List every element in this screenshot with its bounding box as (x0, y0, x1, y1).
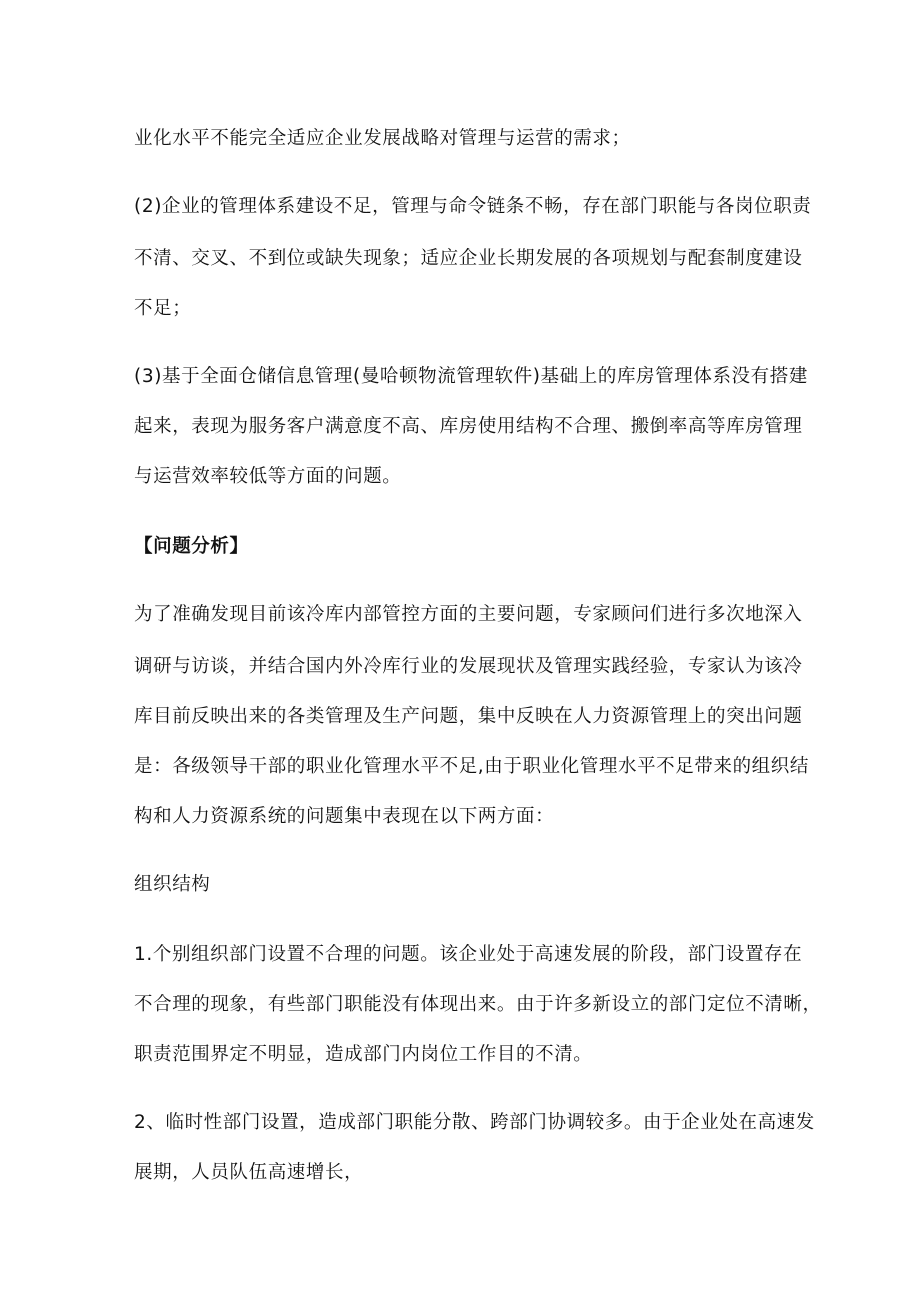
text-line: 起来，表现为服务客户满意度不高、库房使用结构不合理、搬倒率高等库房管理 (134, 416, 803, 437)
text-line: 为了准确发现目前该冷库内部管控方面的主要问题，专家顾问们进行多次地深入 (134, 604, 803, 625)
text-line: 不清、交叉、不到位或缺失现象；适应企业长期发展的各项规划与配套制度建设 (134, 248, 803, 269)
text-line: 展期，人员队伍高速增长， (134, 1162, 364, 1183)
text-line: (2)企业的管理体系建设不足，管理与命令链条不畅，存在部门职能与各岗位职责 (134, 196, 812, 217)
text-line: 调研与访谈，并结合国内外冷库行业的发展现状及管理实践经验，专家认为该冷 (134, 656, 803, 677)
text-line: (3)基于全面仓储信息管理(曼哈顿物流管理软件)基础上的库房管理体系没有搭建 (134, 366, 808, 387)
text-line: 库目前反映出来的各类管理及生产问题，集中反映在人力资源管理上的突出问题 (134, 706, 803, 727)
text-line: 职责范围界定不明显，造成部门内岗位工作目的不清。 (134, 1044, 593, 1065)
section-heading: 【问题分析】 (134, 536, 249, 557)
text-line: 是：各级领导干部的职业化管理水平不足,由于职业化管理水平不足带来的组织结 (134, 756, 809, 777)
text-line: 业化水平不能完全适应企业发展战略对管理与运营的需求； (134, 128, 631, 149)
text-line: 不合理的现象，有些部门职能没有体现出来。由于许多新设立的部门定位不清晰， (134, 994, 822, 1015)
text-line: 2、临时性部门设置，造成部门职能分散、跨部门协调较多。由于企业处在高速发 (134, 1112, 815, 1133)
subsection-title: 组织结构 (134, 874, 211, 895)
text-line: 与运营效率较低等方面的问题。 (134, 466, 402, 487)
text-line: 不足； (134, 298, 192, 319)
text-line: 构和人力资源系统的问题集中表现在以下两方面： (134, 806, 555, 827)
text-line: 1.个别组织部门设置不合理的问题。该企业处于高速发展的阶段，部门设置存在 (134, 944, 803, 965)
